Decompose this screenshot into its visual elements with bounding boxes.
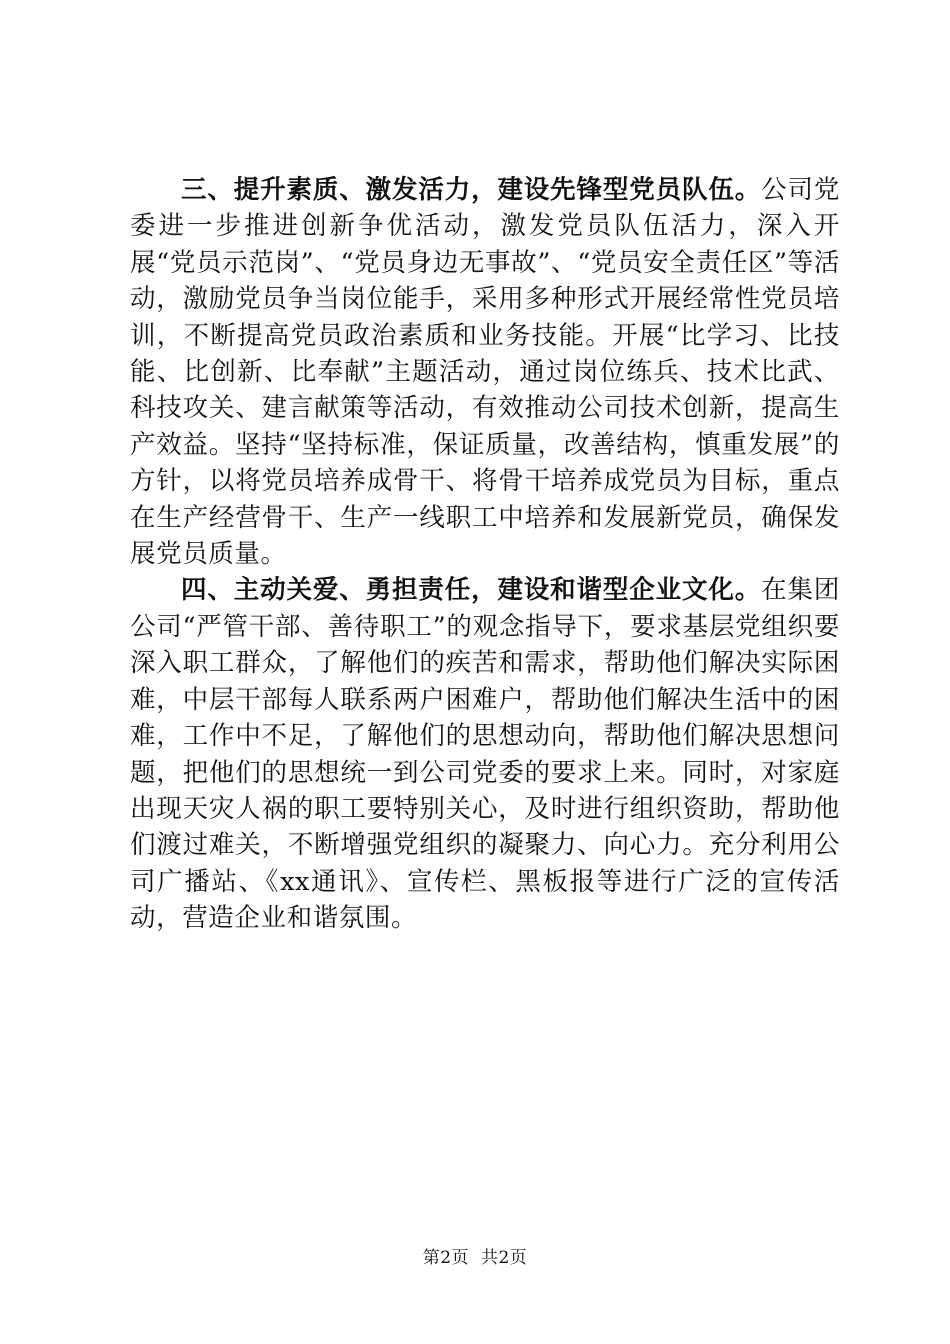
section-three-heading: 三、提升素质、激发活力，建设先锋型党员队伍。 bbox=[181, 175, 762, 205]
page-footer bbox=[0, 1243, 950, 1268]
section-three-body: 公司党委进一步推进创新争优活动，激发党员队伍活力，深入开展“党员示范岗”、“党员身边无事故”、“党员安全责任区”等活动，激励党员争当岗位能手，采用多种形式开展经常性党员培训，不断提高党员政治素质和业务技能。开展“比学习、比技能、比创新、比奉献”主题活动，通过岗位练兵、技术比武、科技攻关、建言献策等活动，有效推动公司技术创新，提高生产效益。坚持“坚持标准，保证质量，改善结构，慎重发展”的方针，以将党员培养成骨干、将骨干培养成党员为目标，重点在生产经营骨干、生产一线职工中培养和发展新党员，确保发展党员质量。 bbox=[130, 175, 840, 570]
page-number: 第2页 bbox=[422, 1248, 470, 1268]
paragraph-section-four bbox=[130, 572, 840, 936]
paragraph-section-three bbox=[130, 172, 840, 572]
document-body bbox=[130, 172, 840, 937]
page-total: 共2页 bbox=[480, 1248, 528, 1268]
section-four-body: 在集团公司“严管干部、善待职工”的观念指导下，要求基层党组织要深入职工群众，了解他们的疾苦和需求，帮助他们解决实际困难，中层干部每人联系两户困难户，帮助他们解决生活中的困难，工作中不足，了解他们的思想动向，帮助他们解决思想问题，把他们的思想统一到公司党委的要求上来。同时，对家庭出现天灾人祸的职工要特别关心，及时进行组织资助，帮助他们渡过难关，不断增强党组织的凝聚力、向心力。充分利用公司广播站、《xx通讯》、宣传栏、黑板报等进行广泛的宣传活动，营造企业和谐氛围。 bbox=[130, 575, 840, 934]
section-four-heading: 四、主动关爱、勇担责任，建设和谐型企业文化。 bbox=[181, 575, 762, 606]
